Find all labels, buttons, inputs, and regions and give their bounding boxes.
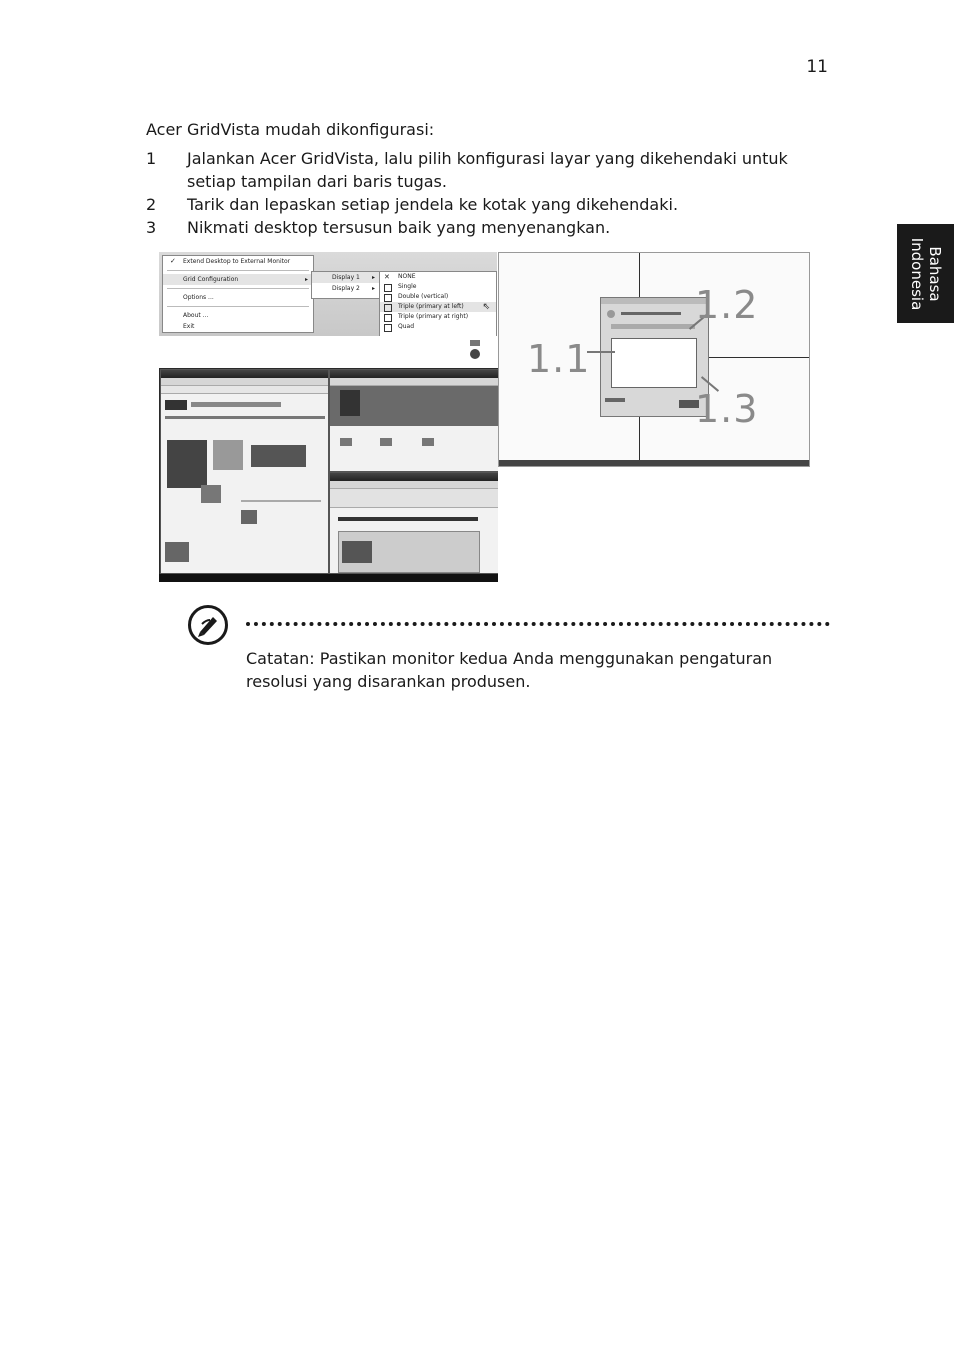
menu-item-label: Double (vertical): [398, 293, 449, 300]
gridvista-menu-screenshot: [159, 252, 497, 336]
menu-item-triple-right: [380, 312, 496, 322]
menu-item-options: [163, 292, 313, 303]
taskbar: [499, 460, 809, 466]
menu-item-single: [380, 282, 496, 292]
single-layout-icon: [384, 284, 392, 292]
taskbar: [159, 574, 498, 582]
menu-item-exit: [163, 321, 313, 332]
note-text: [246, 647, 836, 693]
language-tab: [897, 224, 954, 323]
submenu-arrow-icon: ▸: [371, 274, 375, 281]
step-item: [146, 193, 826, 216]
triple-right-layout-icon: [384, 314, 392, 322]
menu-item-none: [380, 272, 496, 282]
menu-item-extend-desktop: [163, 256, 313, 267]
language-tab-line-2: Indonesia: [907, 237, 926, 310]
page-number: 11: [806, 57, 828, 77]
menu-item-label: NONE: [398, 273, 416, 280]
step-item: [146, 216, 826, 239]
step-text: Jalankan Acer GridVista, lalu pilih konfigurasi layar yang dikehendaki untuk setiap tampilan dari baris tugas.: [187, 149, 788, 191]
menu-item-label: Display 1: [332, 274, 360, 281]
monitor-management-dialog: [600, 297, 709, 417]
step-number: 2: [146, 195, 157, 214]
layout-submenu: [379, 271, 497, 336]
double-layout-icon: [384, 294, 392, 302]
document-window: [329, 472, 498, 574]
menu-item-display-1: [312, 272, 380, 283]
menu-item-label: About ...: [183, 312, 209, 319]
note-pen-icon: [188, 605, 228, 645]
grid-layout-screenshot: [498, 252, 810, 467]
tiled-desktop-screenshot: [159, 368, 498, 582]
menu-item-about: [163, 310, 313, 321]
menu-item-grid-configuration: [163, 274, 313, 285]
gridvista-main-menu: [162, 255, 314, 333]
step-item: [146, 147, 826, 193]
submenu-arrow-icon: ▸: [371, 285, 375, 292]
welcome-center-window: [329, 369, 498, 472]
menu-item-label: Grid Configuration: [183, 276, 239, 283]
tray-icon: [470, 340, 480, 346]
menu-item-label: Single: [398, 283, 417, 290]
menu-item-label: Extend Desktop to External Monitor: [183, 258, 291, 265]
tray-globe-icon: [470, 349, 480, 359]
step-text: Nikmati desktop tersusun baik yang menyenangkan.: [187, 218, 611, 237]
menu-item-display-2: [312, 283, 380, 294]
triple-left-layout-icon: [384, 304, 392, 312]
intro-text: Acer GridVista mudah dikonfigurasi:: [146, 120, 435, 139]
grid-label-1-3: 1.3: [695, 387, 759, 431]
menu-item-label: Display 2: [332, 285, 360, 292]
browser-window: [160, 369, 329, 574]
step-number: 1: [146, 149, 157, 168]
language-tab-line-1: Bahasa: [925, 245, 944, 302]
note-body: Pastikan monitor kedua Anda menggunakan pengaturan resolusi yang disarankan produsen.: [246, 649, 773, 691]
grid-label-1-1: 1.1: [527, 337, 591, 381]
menu-item-triple-left: [380, 302, 496, 312]
menu-item-label: Triple (primary at right): [398, 313, 469, 320]
steps-list: [146, 147, 826, 239]
note-divider: [246, 622, 830, 626]
none-x-icon: ✕: [384, 273, 390, 281]
step-text: Tarik dan lepaskan setiap jendela ke kotak yang dikehendaki.: [187, 195, 679, 214]
tray-icons: [470, 340, 482, 366]
submenu-arrow-icon: ▸: [304, 276, 308, 283]
checkmark-icon: ✓: [170, 257, 176, 265]
menu-item-label: Exit: [183, 323, 195, 330]
menu-item-label: Triple (primary at left): [398, 303, 464, 310]
grid-label-1-2: 1.2: [695, 283, 759, 327]
menu-item-label: Quad: [398, 323, 415, 330]
note-label: Catatan:: [246, 649, 315, 668]
menu-item-label: Options ...: [183, 294, 214, 301]
mouse-cursor-icon: ⇖: [482, 302, 490, 312]
display-submenu: [311, 271, 381, 299]
menu-item-quad: [380, 322, 496, 332]
menu-item-double: [380, 292, 496, 302]
quad-layout-icon: [384, 324, 392, 332]
step-number: 3: [146, 218, 157, 237]
